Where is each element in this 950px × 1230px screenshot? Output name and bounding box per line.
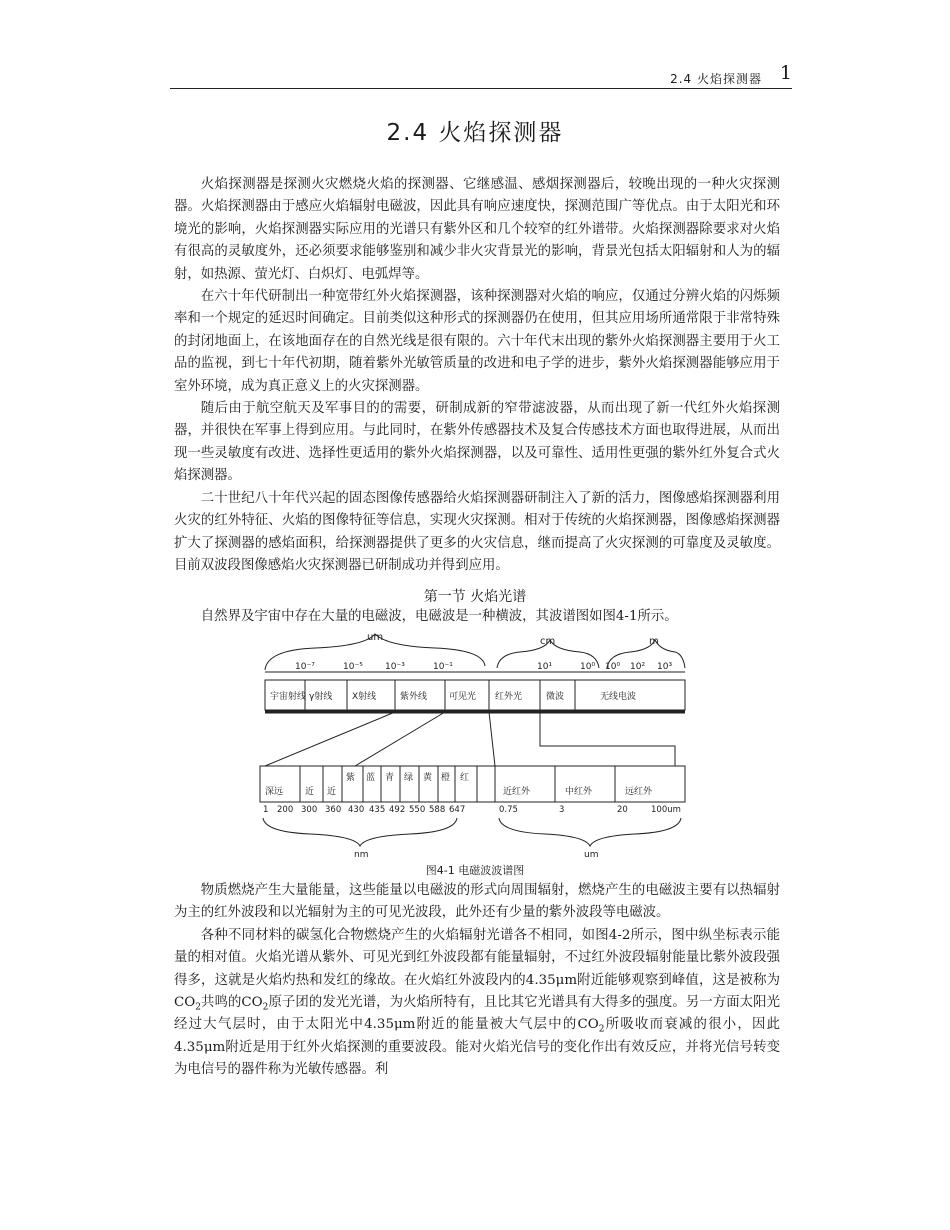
bottom-tick: 588 bbox=[429, 805, 446, 815]
visible-band-label: 红 bbox=[460, 773, 470, 783]
top-tick: 10⁻⁷ bbox=[295, 662, 315, 672]
visible-band-label: 紫 bbox=[346, 773, 356, 783]
text-run: 共鸣的CO bbox=[200, 995, 263, 1011]
um-range-brace-bottom bbox=[499, 818, 681, 846]
nm-range-brace bbox=[263, 818, 457, 846]
band-label: 红外光 bbox=[495, 692, 523, 702]
running-header bbox=[170, 62, 792, 89]
visible-band-label: 青 bbox=[385, 773, 395, 783]
paragraph: 随后由于航空航天及军事目的的需要，研制成新的窄带滤波器，从而出现了新一代红外火焰探测器，并很快在军事上得到应用。与此同时，在紫外传感器技术及复合传感技术方面也取得进展，从而出现一些灵敏度有改进、选择性更适用的紫外火焰探测器，以及可靠性、适用性更强的紫外红外复合式火焰探测器。 bbox=[174, 401, 780, 484]
chapter-title: 2.4 火焰探测器 bbox=[386, 120, 564, 146]
top-tick: 10⁰ bbox=[605, 662, 621, 672]
body-text-block bbox=[174, 880, 780, 1082]
subscript: 2 bbox=[262, 1002, 269, 1013]
uv-band-label: 近 bbox=[305, 787, 315, 797]
visible-band-label: 黄 bbox=[423, 773, 433, 783]
running-header-section: 2.4 火焰探测器 bbox=[670, 72, 762, 86]
bottom-tick: 3 bbox=[559, 805, 565, 815]
bottom-tick: 360 bbox=[325, 805, 342, 815]
paragraph: 在六十年代研制出一种宽带红外火焰探测器，该种探测器对火焰的响应，仅通过分辨火焰的闪烁频率和一个规定的延迟时间确定。目前类似这种形式的探测器仍在使用，但其应用场所通常限于非常特殊的封闭地面上，在该地面存在的自然光线是很有限的。六十年代末出现的紫外火焰探测器主要用于火工品的监视，到七十年代初期，随着紫外光敏管质量的改进和电子学的进步，紫外火焰探测器能够应用于室外环境，成为真正意义上的火灾探测器。 bbox=[174, 289, 780, 394]
uv-band-label: 近 bbox=[327, 787, 337, 797]
bottom-tick: 20 bbox=[617, 805, 628, 815]
bottom-unit-nm: nm bbox=[354, 850, 369, 858]
paragraph bbox=[174, 925, 780, 1082]
subscript: 2 bbox=[598, 1025, 605, 1036]
paragraph: 二十世纪八十年代兴起的固态图像传感器给火焰探测器研制注入了新的活力，图像感焰探测器利用火灾的红外特征、火焰的图像特征等信息，实现火灾探测。相对于传统的火焰探测器，图像感焰探测器扩大了探测器的感焰面积，给探测器提供了更多的火灾信息，继而提高了火灾探测的可靠度及灵敏度。目前双波段图像感焰火灾探测器已研制成功并得到应用。 bbox=[174, 490, 780, 573]
intro-text bbox=[174, 606, 780, 628]
bottom-tick: 300 bbox=[301, 805, 318, 815]
text-run: 各种不同材料的碳氢化合物燃烧产生的火焰辐射光谱各不相同，如图4-2所示，图中纵坐标表示能量的相对值。火焰光谱从紫外、可见光到红外波段都有能量辐射，不过红外波段辐射能量比紫外波段强得多，这就是火焰灼热和发红的缘故。在火焰红外波段内的4.35μm附近能够观察到峰值，这是被称为CO bbox=[174, 927, 780, 1011]
section-heading: 第一节 火焰光谱 bbox=[423, 589, 527, 605]
page-number: 1 bbox=[779, 62, 792, 84]
subscript: 2 bbox=[195, 1002, 201, 1013]
uv-band-label: 深远 bbox=[265, 787, 284, 797]
band-label: 微波 bbox=[546, 692, 565, 702]
bottom-tick: 1 bbox=[263, 805, 269, 815]
ir-band-label: 中红外 bbox=[565, 787, 593, 797]
bottom-tick: 647 bbox=[449, 805, 466, 815]
top-tick: 10¹ bbox=[537, 662, 553, 672]
top-tick: 10⁻¹ bbox=[433, 662, 453, 672]
paragraph: 物质燃烧产生大量能量，这些能量以电磁波的形式向周围辐射，燃烧产生的电磁波主要有以热辐射为主的红外波段和以光辐射为主的可见光波段，此外还有少量的紫外波段等电磁波。 bbox=[174, 883, 780, 921]
bottom-unit-um: um bbox=[584, 850, 599, 858]
bottom-tick: 200 bbox=[277, 805, 294, 815]
top-tick: 10⁻⁵ bbox=[343, 662, 363, 672]
bottom-tick: 430 bbox=[348, 805, 365, 815]
ir-band-label: 近红外 bbox=[503, 787, 531, 797]
top-unit-um: um bbox=[367, 632, 384, 643]
bottom-tick: 100um bbox=[651, 805, 681, 815]
bottom-tick: 0.75 bbox=[499, 805, 518, 815]
text-run: 所吸收而衰减的很小，因此4.35μm附近是用于红外火焰探测的重要波段。能对火焰光信号的变化作出有效反应，并将光信号转变为电信号的器件称为光敏传感器。利 bbox=[174, 1017, 781, 1078]
electromagnetic-spectrum-diagram bbox=[255, 628, 695, 858]
top-unit-m: m bbox=[649, 636, 659, 647]
paragraph: 自然界及宇宙中存在大量的电磁波，电磁波是一种横波，其波谱图如图4-1所示。 bbox=[200, 609, 678, 624]
band-label: X射线 bbox=[352, 692, 377, 702]
top-unit-cm: cm bbox=[540, 636, 556, 647]
band-label: 宇宙射线 bbox=[270, 692, 307, 702]
visible-band-label: 蓝 bbox=[366, 773, 376, 783]
paragraph: 火焰探测器是探测火灾燃烧火焰的探测器、它继感温、感烟探测器后，较晚出现的一种火灾探测器。火焰探测器由于感应火焰辐射电磁波，因此具有响应速度快，探测范围广等优点。由于太阳光和环境光的影响，火焰探测器实际应用的光谱只有紫外区和几个较窄的红外谱带。火焰探测器除要求对火焰有很高的灵敏度外，还必须要求能够鉴别和减少非火灾背景光的影响，背景光包括太阳辐射和人为的辐射，如热源、萤光灯、白炽灯、电弧焊等。 bbox=[174, 177, 780, 282]
top-tick: 10⁻³ bbox=[385, 662, 405, 672]
ir-band-label: 远红外 bbox=[625, 787, 653, 797]
band-label: 无线电波 bbox=[600, 692, 637, 702]
bottom-tick: 550 bbox=[409, 805, 426, 815]
band-label: 可见光 bbox=[449, 692, 477, 702]
detail-bar bbox=[260, 766, 685, 802]
top-tick: 10⁰ bbox=[580, 662, 596, 672]
band-label: γ射线 bbox=[309, 692, 333, 702]
bottom-tick: 492 bbox=[389, 805, 406, 815]
visible-band-label: 橙 bbox=[441, 773, 451, 783]
figure-caption: 图4-1 电磁波波谱图 bbox=[425, 864, 525, 877]
band-label: 紫外线 bbox=[400, 692, 428, 702]
top-tick: 10² bbox=[630, 662, 646, 672]
text-run: 原子团的发光光谱，为火焰所特有，且比其它光谱具有大得多的强度。另一方面太阳光经过大气层时，由于太阳光中4.35μm附近的能量被大气层中的CO bbox=[174, 995, 780, 1033]
top-tick: 10³ bbox=[657, 662, 673, 672]
bottom-tick: 435 bbox=[369, 805, 386, 815]
body-text-block bbox=[174, 174, 780, 577]
visible-band-label: 绿 bbox=[404, 773, 414, 783]
